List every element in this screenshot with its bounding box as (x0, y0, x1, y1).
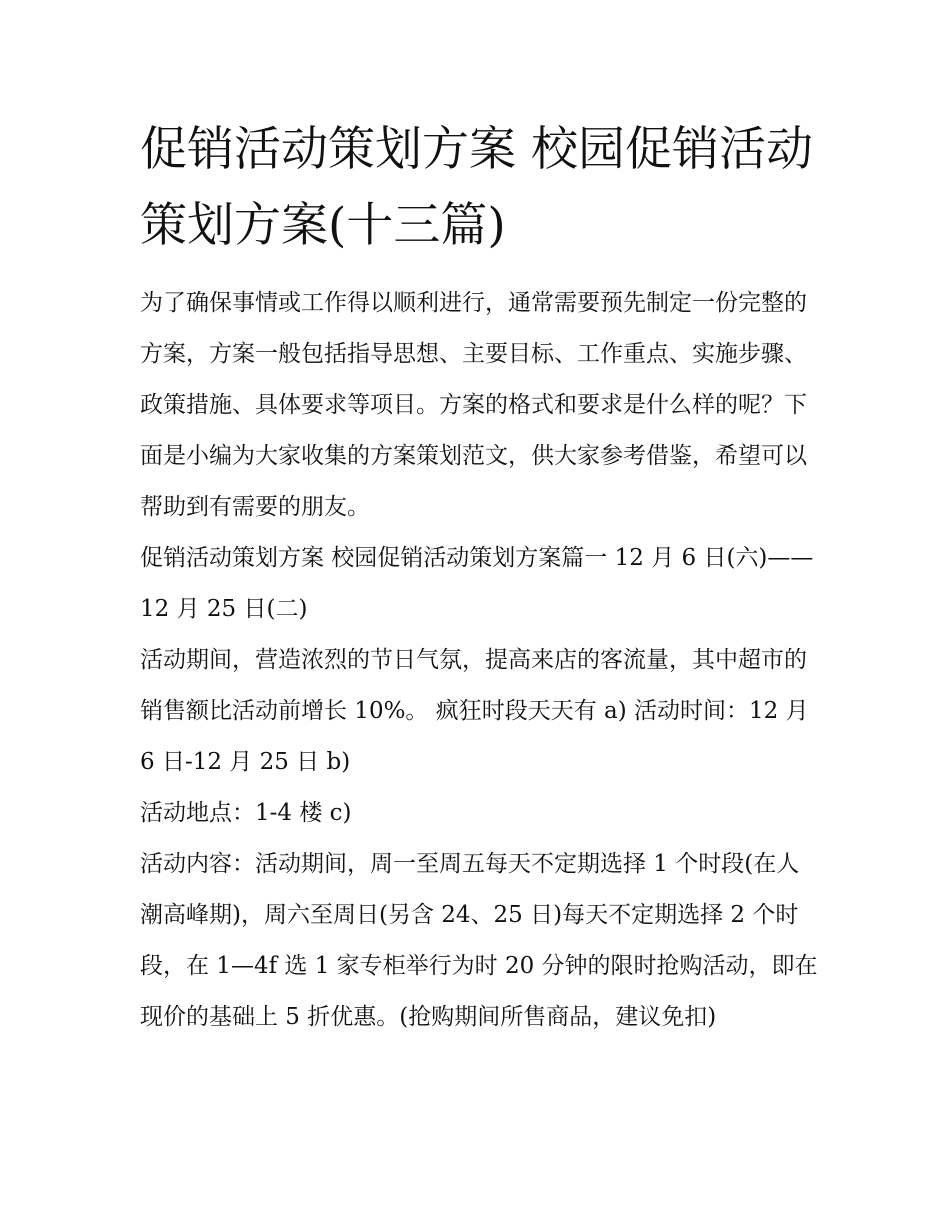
section-heading-paragraph: 促销活动策划方案 校园促销活动策划方案篇一 12 月 6 日(六)——12 月 25 日(二) (140, 545, 814, 622)
document-title: 促销活动策划方案 校园促销活动策划方案(十三篇) (140, 122, 813, 253)
intro-paragraph: 为了确保事情或工作得以顺利进行，通常需要预先制定一份完整的方案，方案一般包括指导思想、主要目标、工作重点、实施步骤、政策措施、具体要求等项目。方案的格式和要求是什么样的呢？下面是小编为大家收集的方案策划范文，供大家参考借鉴，希望可以帮助到有需要的朋友。 (140, 290, 807, 520)
objective-paragraph: 活动期间，营造浓烈的节日气氛，提高来店的客流量，其中超市的销售额比活动前增长 10%。 疯狂时段天天有 a) 活动时间：12 月 6 日-12 月 25 日 b) (140, 647, 809, 775)
location-paragraph: 活动地点：1-4 楼 c) (140, 800, 352, 826)
content-paragraph: 活动内容：活动期间，周一至周五每天不定期选择 1 个时段(在人潮高峰期)，周六至周日(另含 24、25 日)每天不定期选择 2 个时段，在 1—4f 选 1 家专柜举行为时 20 分钟的限时抢购活动，即在现价的基础上 5 折优惠。(抢购期间所售商品，建议免扣) (140, 851, 818, 1030)
document-page (140, 112, 820, 1043)
